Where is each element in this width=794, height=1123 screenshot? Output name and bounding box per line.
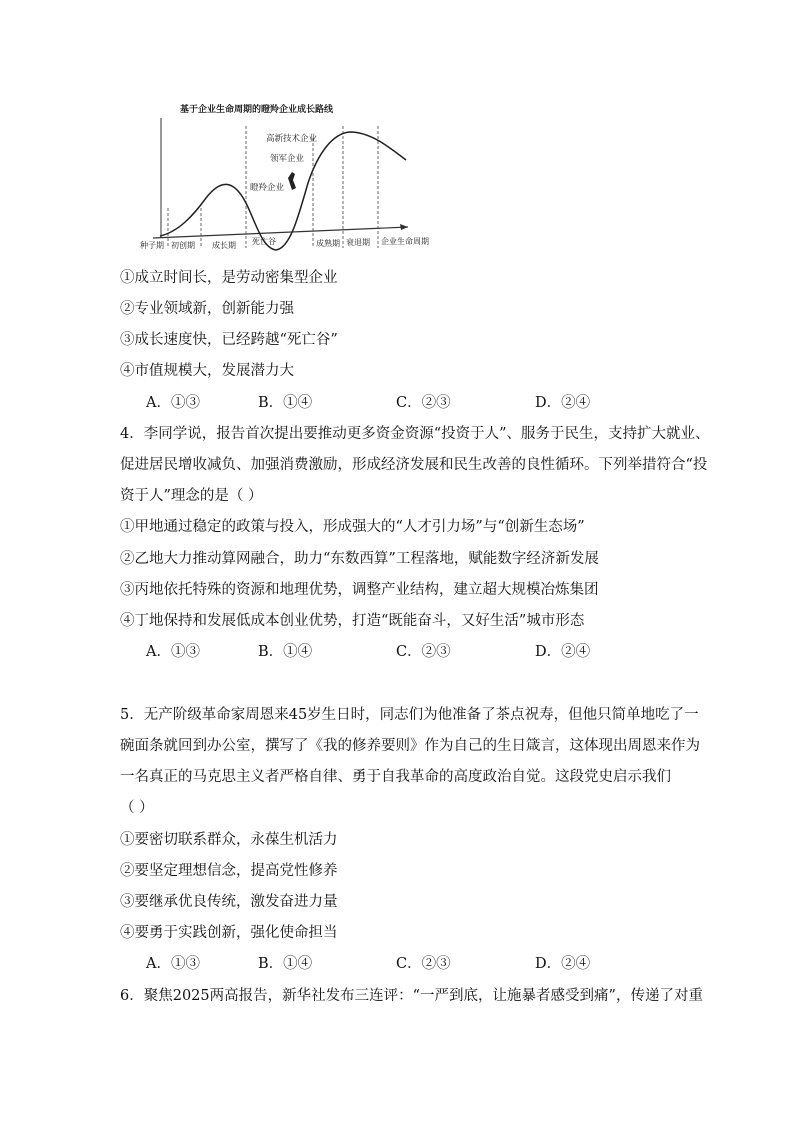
- q4-item-3: ③丙地依托特殊的资源和地理优势，调整产业结构，建立超大规模冶炼集团: [120, 582, 599, 598]
- q4-option-c[interactable]: C．②③: [396, 644, 451, 660]
- q4-stem-line-3: 资于人”理念的是（ ）: [120, 488, 263, 504]
- q4-item-2: ②乙地大力推动算网融合，助力“东数西算”工程落地，赋能数字经济新发展: [120, 551, 599, 567]
- q3-option-a[interactable]: A．①③: [146, 395, 200, 411]
- q5-item-3: ③要继承优良传统，激发奋进力量: [120, 894, 338, 910]
- q4-item-4: ④丁地保持和发展低成本创业优势，打造“既能奋斗，又好生活”城市形态: [120, 613, 585, 629]
- q4-option-a[interactable]: A．①③: [146, 644, 200, 660]
- stage-seed: 种子期: [140, 241, 164, 250]
- figure-axis-arrow: [400, 224, 408, 230]
- label-high-tech: 高新技术企业: [266, 134, 318, 144]
- q3-item-2: ②专业领域新，创新能力强: [120, 301, 294, 317]
- label-leader: 领军企业: [270, 154, 305, 164]
- q4-item-1: ①甲地通过稳定的政策与投入，形成强大的“人才引力场”与“创新生态场”: [120, 519, 585, 535]
- stage-mature: 成熟期: [316, 239, 340, 248]
- q4-option-b[interactable]: B．①④: [258, 644, 313, 660]
- q3-option-d[interactable]: D．②④: [535, 395, 591, 411]
- q3-item-1: ①成立时间长，是劳动密集型企业: [120, 270, 338, 286]
- q4-stem-line-1: 4．李同学说，报告首次提出要推动更多资金资源“投资于人”、服务于民生，支持扩大就业、: [120, 426, 710, 442]
- q4-option-d[interactable]: D．②④: [535, 644, 591, 660]
- q3-item-4: ④市值规模大，发展潜力大: [120, 363, 294, 379]
- q3-item-3: ③成长速度快，已经跨越“死亡谷”: [120, 332, 338, 348]
- q5-stem-line-2: 碗面条就回到办公室，撰写了《我的修养要则》作为自己的生日箴言，这体现出周恩来作为: [120, 738, 700, 754]
- q4-stem-line-2: 促进居民增收减负、加强消费激励，形成经济发展和民生改善的良性循环。下列举措符合“投: [120, 457, 708, 473]
- enterprise-lifecycle-figure: [138, 98, 443, 260]
- q6-stem-line-1: 6．聚焦2025两高报告，新华社发布三连评：“一严到底，让施暴者感受到痛”，传递了对重: [120, 988, 703, 1004]
- q5-item-2: ②要坚定理想信念，提高党性修养: [120, 863, 338, 879]
- q5-option-a[interactable]: A．①③: [146, 956, 200, 972]
- stage-startup: 初创期: [171, 241, 195, 250]
- q5-stem-line-4: （ ）: [120, 800, 154, 816]
- label-gazelle: 瞪羚企业: [250, 183, 285, 193]
- figure-title: 基于企业生命周期的瞪羚企业成长路线: [180, 105, 334, 115]
- q3-option-b[interactable]: B．①④: [258, 395, 313, 411]
- q5-item-4: ④要勇于实践创新，强化使命担当: [120, 925, 338, 941]
- q5-option-d[interactable]: D．②④: [535, 956, 591, 972]
- q5-option-b[interactable]: B．①④: [258, 956, 313, 972]
- figure-x-axis: [153, 227, 408, 238]
- q5-stem-line-1: 5．无产阶级革命家周恩来45岁生日时，同志们为他准备了茶点祝寿，但他只简单地吃了一: [120, 707, 699, 723]
- q5-item-1: ①要密切联系群众，永葆生机活力: [120, 832, 338, 848]
- q5-stem-line-3: 一名真正的马克思主义者严格自律、勇于自我革命的高度政治自觉。这段党史启示我们: [120, 769, 671, 785]
- axis-label-lifecycle: 企业生命周期: [381, 237, 429, 246]
- q3-option-c[interactable]: C．②③: [396, 395, 451, 411]
- stage-decline: 衰退期: [346, 238, 370, 247]
- stage-growth: 成长期: [212, 241, 236, 250]
- stage-death-valley: 死亡谷: [252, 237, 276, 246]
- q5-option-c[interactable]: C．②③: [396, 956, 451, 972]
- gazelle-icon: [288, 172, 296, 190]
